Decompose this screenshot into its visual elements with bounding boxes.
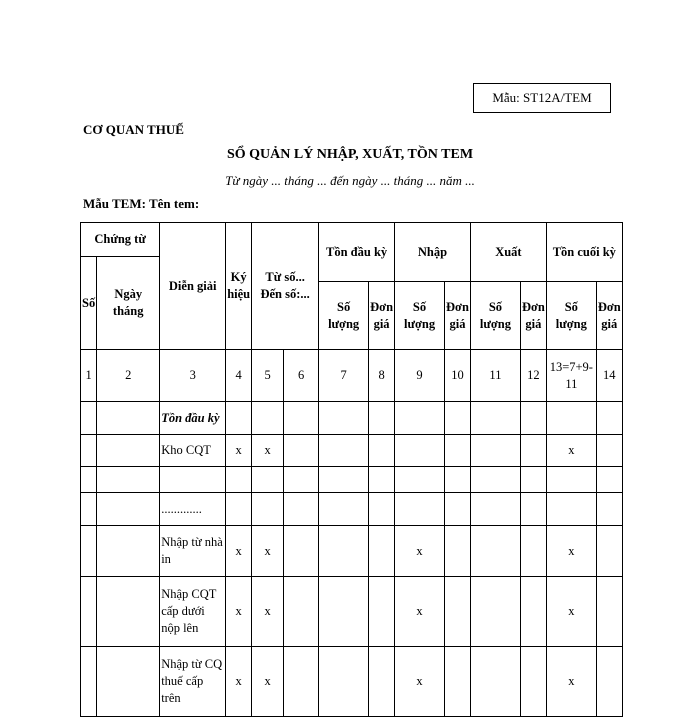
table-cell: [395, 435, 445, 467]
header-don-gia: Đơn giá: [369, 282, 395, 350]
cell-so: [81, 493, 97, 526]
table-cell: x: [395, 577, 445, 647]
header-ton-cuoi-ky: Tồn cuối kỳ: [546, 223, 622, 282]
table-cell: [520, 577, 546, 647]
table-cell: [520, 647, 546, 717]
table-cell: [520, 402, 546, 435]
header-nhap: Nhập: [395, 223, 471, 282]
header-ky-hieu: Ký hiệu: [226, 223, 252, 350]
table-cell: x: [226, 577, 252, 647]
column-number: 1: [81, 350, 97, 402]
row-description: .............: [160, 493, 226, 526]
table-cell: [596, 493, 622, 526]
table-cell: [520, 493, 546, 526]
header-don-gia: Đơn giá: [596, 282, 622, 350]
cell-so: [81, 647, 97, 717]
table-cell: x: [546, 647, 596, 717]
cell-so: [81, 402, 97, 435]
table-cell: [395, 493, 445, 526]
table-cell: [369, 577, 395, 647]
header-so-luong: Số lượng: [395, 282, 445, 350]
header-ngay-thang: Ngày tháng: [97, 257, 160, 350]
table-cell: [284, 493, 319, 526]
table-cell: [470, 577, 520, 647]
table-cell: [596, 577, 622, 647]
table-cell: [395, 467, 445, 493]
header-don-gia: Đơn giá: [520, 282, 546, 350]
table-cell: x: [226, 526, 252, 577]
cell-so: [81, 435, 97, 467]
table-cell: [252, 402, 284, 435]
table-cell: x: [252, 647, 284, 717]
header-don-gia: Đơn giá: [445, 282, 471, 350]
header-so: Số: [81, 257, 97, 350]
stamp-info: Mẫu TEM: Tên tem:: [83, 196, 200, 211]
cell-ngay-thang: [97, 467, 160, 493]
table-cell: [546, 493, 596, 526]
table-cell: x: [395, 526, 445, 577]
agency-name: CƠ QUAN THUẾ: [83, 122, 184, 137]
column-number: 6: [284, 350, 319, 402]
column-number: 9: [395, 350, 445, 402]
table-cell: [470, 493, 520, 526]
column-number: 13=7+9-11: [546, 350, 596, 402]
table-row: [81, 577, 623, 647]
table-cell: [395, 402, 445, 435]
row-description: [160, 467, 226, 493]
header-so-luong: Số lượng: [470, 282, 520, 350]
table-cell: x: [226, 435, 252, 467]
table-cell: x: [546, 526, 596, 577]
table-row: [81, 526, 623, 577]
table-cell: [319, 577, 369, 647]
table-cell: [470, 402, 520, 435]
table-cell: [520, 526, 546, 577]
table-cell: x: [546, 577, 596, 647]
table-cell: [319, 467, 369, 493]
cell-ngay-thang: [97, 577, 160, 647]
cell-ngay-thang: [97, 402, 160, 435]
table-cell: [445, 577, 471, 647]
table-cell: [319, 526, 369, 577]
column-number-row: [81, 350, 623, 402]
table-cell: [596, 467, 622, 493]
header-tu-so-den-so: Từ số... Đến số:...: [252, 223, 319, 350]
table-row: [81, 647, 623, 717]
table-cell: x: [546, 435, 596, 467]
column-number: 10: [445, 350, 471, 402]
header-dien-giai: Diễn giải: [160, 223, 226, 350]
table-cell: [284, 577, 319, 647]
cell-ngay-thang: [97, 647, 160, 717]
table-cell: [284, 435, 319, 467]
cell-so: [81, 467, 97, 493]
row-description: Nhập từ nhà in: [160, 526, 226, 577]
table-cell: x: [252, 577, 284, 647]
table-cell: [596, 526, 622, 577]
table-cell: [284, 647, 319, 717]
column-number: 12: [520, 350, 546, 402]
cell-ngay-thang: [97, 526, 160, 577]
table-cell: [319, 647, 369, 717]
table-cell: [319, 493, 369, 526]
header-so-luong: Số lượng: [319, 282, 369, 350]
table-cell: [520, 467, 546, 493]
cell-ngay-thang: [97, 435, 160, 467]
column-number: 3: [160, 350, 226, 402]
period-line: Từ ngày ... tháng ... đến ngày ... tháng ... năm ...: [225, 173, 475, 188]
table-row: [81, 402, 623, 435]
table-cell: x: [226, 647, 252, 717]
header-row-1: [81, 223, 623, 257]
table-cell: [470, 647, 520, 717]
table-cell: [596, 435, 622, 467]
table-cell: [445, 493, 471, 526]
table-cell: [252, 493, 284, 526]
cell-so: [81, 577, 97, 647]
table-cell: [596, 647, 622, 717]
table-cell: [284, 402, 319, 435]
header-xuat: Xuất: [470, 223, 546, 282]
row-description: Tồn đầu kỳ: [160, 402, 226, 435]
table-cell: x: [252, 526, 284, 577]
table-cell: x: [395, 647, 445, 717]
table-cell: [226, 402, 252, 435]
cell-so: [81, 526, 97, 577]
cell-ngay-thang: [97, 493, 160, 526]
table-cell: [252, 467, 284, 493]
table-cell: [470, 526, 520, 577]
table-cell: [520, 435, 546, 467]
table-cell: [445, 467, 471, 493]
table-cell: [284, 467, 319, 493]
table-cell: [369, 493, 395, 526]
document-title: SỔ QUẢN LÝ NHẬP, XUẤT, TỒN TEM: [226, 147, 474, 162]
table-cell: [445, 526, 471, 577]
table-row: [81, 467, 623, 493]
row-description: Nhập CQT cấp dưới nộp lên: [160, 577, 226, 647]
header-ton-dau-ky: Tồn đầu kỳ: [319, 223, 395, 282]
table-cell: x: [252, 435, 284, 467]
column-number: 5: [252, 350, 284, 402]
table-cell: [369, 435, 395, 467]
table-cell: [226, 493, 252, 526]
table-body: [81, 223, 623, 717]
table-cell: [369, 647, 395, 717]
stamp-ledger-table: [80, 222, 623, 717]
table-cell: [546, 467, 596, 493]
column-number: 14: [596, 350, 622, 402]
column-number: 2: [97, 350, 160, 402]
table-cell: [596, 402, 622, 435]
table-cell: [226, 467, 252, 493]
table-cell: [319, 435, 369, 467]
row-description: Nhập từ CQ thuế cấp trên: [160, 647, 226, 717]
table-cell: [470, 467, 520, 493]
table-cell: [445, 647, 471, 717]
column-number: 8: [369, 350, 395, 402]
column-number: 11: [470, 350, 520, 402]
table-cell: [369, 467, 395, 493]
table-cell: [284, 526, 319, 577]
table-cell: [319, 402, 369, 435]
header-so-luong: Số lượng: [546, 282, 596, 350]
header-chung-tu: Chứng từ: [81, 223, 160, 257]
column-number: 4: [226, 350, 252, 402]
row-description: Kho CQT: [160, 435, 226, 467]
form-code: Mẫu: ST12A/TEM: [492, 90, 592, 105]
table-cell: [369, 526, 395, 577]
table-cell: [445, 402, 471, 435]
form-code-box: [473, 83, 611, 113]
table-cell: [445, 435, 471, 467]
table-row: [81, 435, 623, 467]
table-cell: [470, 435, 520, 467]
table-cell: [546, 402, 596, 435]
table-row: [81, 493, 623, 526]
table-cell: [369, 402, 395, 435]
column-number: 7: [319, 350, 369, 402]
